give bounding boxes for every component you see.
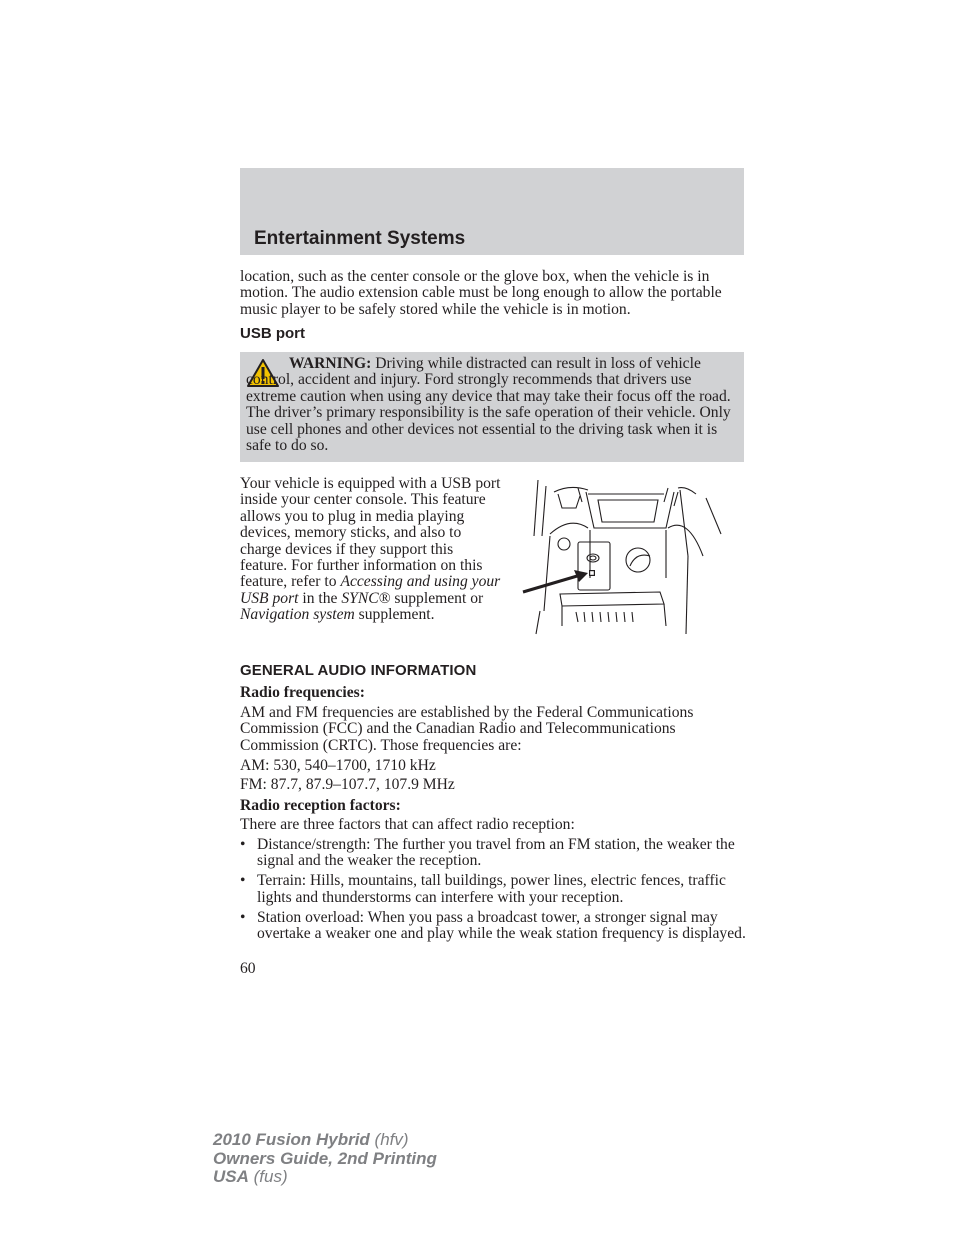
warning-box	[240, 352, 744, 462]
list-item	[240, 873, 746, 906]
section-header-bar	[240, 168, 744, 255]
usb-text-sync: SYNC®	[341, 589, 391, 607]
am-frequencies: AM: 530, 540–1700, 1710 kHz	[240, 757, 436, 774]
footer-line-2: Owners Guide, 2nd Printing	[213, 1148, 437, 1168]
footer-model: 2010 Fusion Hybrid	[213, 1130, 370, 1149]
footer-line-3	[213, 1168, 437, 1187]
usb-port-heading: USB port	[240, 325, 305, 342]
usb-text-navigation: Navigation system	[240, 606, 355, 624]
usb-description	[240, 476, 502, 624]
list-item-text: Distance/strength: The further you travel from an FM station, the weaker the signal and the weaker the reception.	[257, 836, 735, 870]
fm-frequencies: FM: 87.7, 87.9–107.7, 107.9 MHz	[240, 776, 455, 793]
list-item-text: Station overload: When you pass a broadcast tower, a stronger signal may overtake a weaker one and play while the weak station frequency is displayed.	[257, 908, 746, 943]
usb-text-part: in the	[298, 589, 342, 607]
list-item-text: Terrain: Hills, mountains, tall buildings, power lines, electric fences, traffic lights and thunderstorms can interfere with your reception.	[257, 872, 726, 906]
radio-frequencies-text: AM and FM frequencies are established by the Federal Communications Commission (FCC) and the Canadian Radio and Telecommunications Commission (CRTC). Those frequencies are:	[240, 704, 694, 754]
footer-market-code: (fus)	[248, 1167, 288, 1186]
page-number: 60	[240, 960, 256, 977]
warning-body: Driving while distracted can result in loss of vehicle control, accident and injury. Ford strongly recommends that drivers use extreme caution when using any device that may take their focus off the road. The driver’s primary responsibility is the safe operation of their vehicle. Only use cell phones and other devices not essential to the driving task when it is safe to do so.	[246, 355, 731, 455]
footer-model-code: (hfv)	[369, 1130, 409, 1149]
warning-text	[246, 356, 738, 454]
general-audio-heading: GENERAL AUDIO INFORMATION	[240, 662, 477, 679]
warning-label: WARNING:	[289, 355, 372, 372]
usb-text-reference: Accessing and using your USB port	[240, 573, 501, 607]
footer-market: USA	[213, 1167, 249, 1186]
list-item	[240, 910, 746, 943]
usb-port-illustration	[518, 476, 726, 638]
document-footer	[213, 1131, 437, 1187]
bullet: •	[240, 908, 246, 926]
bullet: •	[240, 836, 246, 853]
reception-factors-label: Radio reception factors:	[240, 797, 401, 814]
bullet: •	[240, 872, 246, 890]
reception-factors-list	[240, 837, 746, 946]
radio-frequencies-label: Radio frequencies:	[240, 684, 365, 701]
intro-paragraph: location, such as the center console or the glove box, when the vehicle is in motion. The audio extension cable must be long enough to allow the portable music player to be safely stored while the vehicle is in motion.	[240, 268, 722, 318]
usb-text-part: supplement.	[354, 606, 435, 624]
usb-text-part: Your vehicle is equipped with a USB port inside your center console. This feature allows you to plug in media playing devices, memory sticks, and also to charge devices if they support this feature. For further information on this feature, refer to	[240, 475, 501, 591]
usb-text-part: supplement or	[390, 589, 484, 607]
section-title: Entertainment Systems	[254, 228, 466, 249]
reception-intro: There are three factors that can affect radio reception:	[240, 816, 575, 833]
list-item	[240, 837, 746, 870]
footer-line-1	[213, 1131, 437, 1150]
